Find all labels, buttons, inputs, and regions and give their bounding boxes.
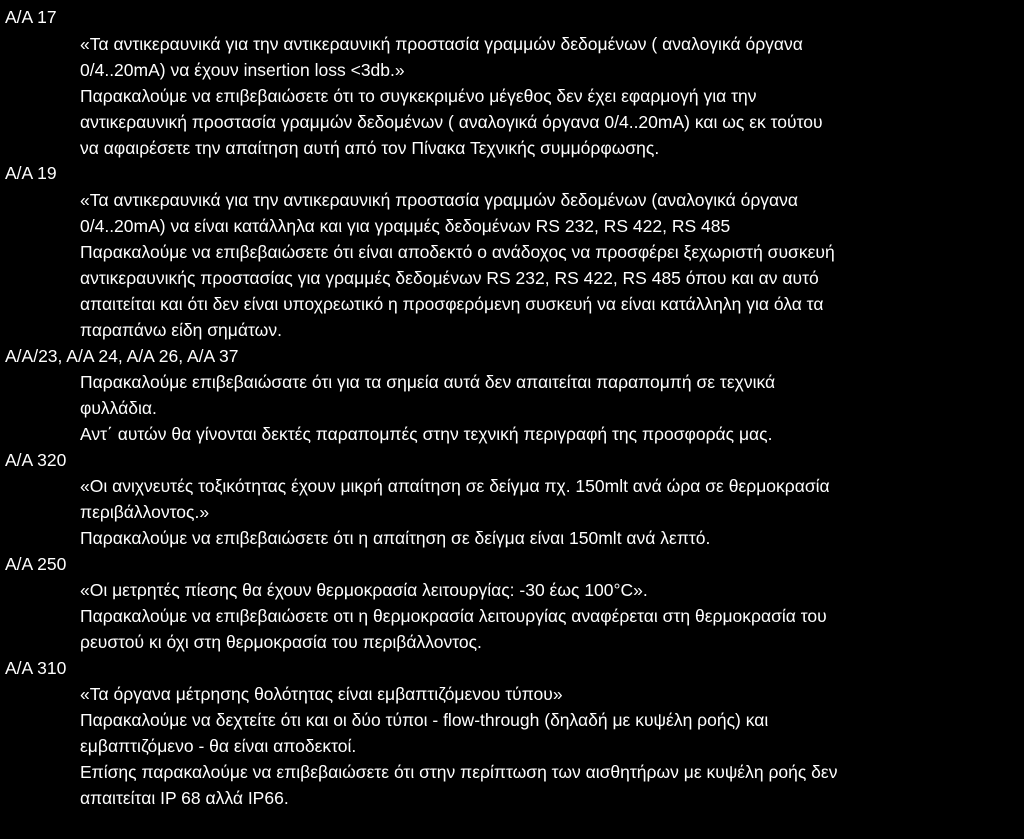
entry-320-line: περιβάλλοντος.» xyxy=(80,502,210,522)
entry-17-line: αντικεραυνική προστασία γραμμών δεδομένων ( αναλογικά όργανα 0/4..20mA) και ως εκ τούτου xyxy=(80,112,823,132)
entry-ref-250: Α/Α 250 xyxy=(5,554,67,574)
entry-17-line: «Τα αντικεραυνικά για την αντικεραυνική προστασία γραμμών δεδομένων ( αναλογικά όργανα xyxy=(80,34,803,54)
entry-23-line: φυλλάδια. xyxy=(80,398,157,418)
entry-19-line: αντικεραυνικής προστασίας για γραμμές δεδομένων RS 232, RS 422, RS 485 όπου και αν αυτό xyxy=(80,268,819,288)
entry-320-line: «Οι ανιχνευτές τοξικότητας έχουν μικρή απαίτηση σε δείγμα πχ. 150mlt ανά ώρα σε θερμοκρασία xyxy=(80,476,830,496)
entry-310-line: «Τα όργανα μέτρησης θολότητας είναι εμβαπτιζόμενου τύπου» xyxy=(80,684,563,704)
entry-23-line: Παρακαλούμε επιβεβαιώσατε ότι για τα σημεία αυτά δεν απαιτείται παραπομπή σε τεχνικά xyxy=(80,372,776,392)
entry-310-line: εμβαπτιζόμενο - θα είναι αποδεκτοί. xyxy=(80,736,357,756)
entry-310-line: Παρακαλούμε να δεχτείτε ότι και οι δύο τύποι - flow-through (δηλαδή με κυψέλη ροής) και xyxy=(80,710,769,730)
entry-ref-17: Α/Α 17 xyxy=(5,7,57,27)
entry-320-line: Παρακαλούμε να επιβεβαιώσετε ότι η απαίτηση σε δείγμα είναι 150mlt ανά λεπτό. xyxy=(80,528,711,548)
entry-250-line: Παρακαλούμε να επιβεβαιώσετε οτι η θερμοκρασία λειτουργίας αναφέρεται στη θερμοκρασία του xyxy=(80,606,827,626)
entry-17-line: να αφαιρέσετε την απαίτηση αυτή από τον Πίνακα Τεχνικής συμμόρφωσης. xyxy=(80,138,660,158)
entry-250-line: ρευστού κι όχι στη θερμοκρασία του περιβάλλοντος. xyxy=(80,632,482,652)
entry-ref-23-24-26-37: Α/Α/23, Α/Α 24, Α/Α 26, Α/Α 37 xyxy=(5,346,239,366)
entry-19-line: «Τα αντικεραυνικά για την αντικεραυνική προστασία γραμμών δεδομένων (αναλογικά όργανα xyxy=(80,190,799,210)
entry-250-line: «Οι μετρητές πίεσης θα έχουν θερμοκρασία λειτουργίας: -30 έως 100°C». xyxy=(80,580,648,600)
entry-310-line: Επίσης παρακαλούμε να επιβεβαιώσετε ότι στην περίπτωση των αισθητήρων με κυψέλη ροής δεν xyxy=(80,762,838,782)
entry-310-line: απαιτείται IP 68 αλλά IP66. xyxy=(80,788,289,808)
entry-19-line: Παρακαλούμε να επιβεβαιώσετε ότι είναι αποδεκτό ο ανάδοχος να προσφέρει ξεχωριστή συσκευή xyxy=(80,242,835,262)
entry-ref-19: Α/Α 19 xyxy=(5,163,57,183)
entry-17-line: Παρακαλούμε να επιβεβαιώσετε ότι το συγκεκριμένο μέγεθος δεν έχει εφαρμογή για την xyxy=(80,86,757,106)
entry-19-line: 0/4..20mA) να είναι κατάλληλα και για γραμμές δεδομένων RS 232, RS 422, RS 485 xyxy=(80,216,731,236)
entry-19-line: παραπάνω είδη σημάτων. xyxy=(80,320,282,340)
entry-ref-320: Α/Α 320 xyxy=(5,450,67,470)
entry-ref-310: Α/Α 310 xyxy=(5,658,67,678)
entry-19-line: απαιτείται και ότι δεν είναι υποχρεωτικό η προσφερόμενη συσκευή να είναι κατάλληλη για όλα τα xyxy=(80,294,824,314)
entry-17-line: 0/4..20mA) να έχουν insertion loss <3db.» xyxy=(80,60,405,80)
entry-23-line: Αντ΄ αυτών θα γίνονται δεκτές παραπομπές στην τεχνική περιγραφή της προσφοράς μας. xyxy=(80,424,773,444)
